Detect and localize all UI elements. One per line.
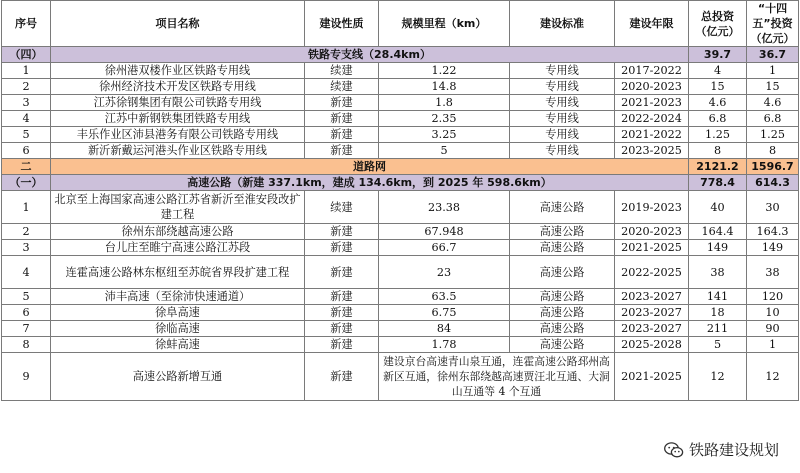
section-title: 高速公路（新建 337.1km，建成 134.6km，到 2025 年 598.6km） [51, 175, 689, 191]
cell-scale: 67.948 [379, 224, 510, 240]
cell-period: 2023-2027 [615, 289, 689, 305]
investment-table [1, 0, 799, 401]
cell-nature: 新建 [305, 337, 379, 353]
table-row [2, 305, 799, 321]
cell-nature: 续建 [305, 79, 379, 95]
cell-plan: 12 [747, 353, 799, 401]
section-plan: 36.7 [747, 47, 799, 63]
table-row [2, 337, 799, 353]
table-row [2, 63, 799, 79]
cell-name: 新沂新戴运河港头作业区铁路专用线 [51, 143, 305, 159]
cell-scale: 23.38 [379, 191, 510, 224]
cell-plan: 38 [747, 256, 799, 289]
cell-total: 164.4 [689, 224, 747, 240]
category-total: 2121.2 [689, 159, 747, 175]
cell-period: 2021-2022 [615, 127, 689, 143]
cell-period: 2022-2024 [615, 111, 689, 127]
section-row-rail [2, 47, 799, 63]
cell-no: 2 [2, 224, 51, 240]
cell-name: 徐州经济技术开发区铁路专用线 [51, 79, 305, 95]
cell-nature: 新建 [305, 353, 379, 401]
table-row [2, 95, 799, 111]
cell-name: 沛丰高速（至徐沛快速通道） [51, 289, 305, 305]
section-no: （一） [2, 175, 51, 191]
cell-name: 江苏徐钢集团有限公司铁路专用线 [51, 95, 305, 111]
cell-scale: 2.35 [379, 111, 510, 127]
cell-no: 8 [2, 337, 51, 353]
watermark-text: 铁路建设规划 [688, 441, 779, 459]
cell-standard: 专用线 [510, 63, 615, 79]
cell-name: 江苏中新钢铁集团铁路专用线 [51, 111, 305, 127]
cell-no: 3 [2, 240, 51, 256]
cell-nature: 续建 [305, 191, 379, 224]
section-total: 39.7 [689, 47, 747, 63]
table-row [2, 353, 799, 401]
cell-plan: 15 [747, 79, 799, 95]
cell-nature: 新建 [305, 224, 379, 240]
cell-plan: 10 [747, 305, 799, 321]
cell-name: 徐阜高速 [51, 305, 305, 321]
table-row [2, 224, 799, 240]
table-header-row [2, 1, 799, 47]
cell-name: 台儿庄至睢宁高速公路江苏段 [51, 240, 305, 256]
table-row [2, 111, 799, 127]
cell-standard: 高速公路 [510, 240, 615, 256]
cell-standard: 高速公路 [510, 256, 615, 289]
header-name: 项目名称 [51, 1, 305, 47]
cell-name: 徐州东部绕越高速公路 [51, 224, 305, 240]
cell-standard: 高速公路 [510, 289, 615, 305]
watermark [661, 438, 782, 461]
table-row [2, 79, 799, 95]
table-row [2, 289, 799, 305]
cell-no: 6 [2, 305, 51, 321]
cell-period: 2021-2025 [615, 240, 689, 256]
cell-scale: 1.8 [379, 95, 510, 111]
cell-plan: 8 [747, 143, 799, 159]
header-plan-invest: “十四五”投资（亿元） [747, 1, 799, 47]
header-no: 序号 [2, 1, 51, 47]
table-row [2, 191, 799, 224]
cell-scale: 23 [379, 256, 510, 289]
cell-scale: 1.78 [379, 337, 510, 353]
section-row-highway [2, 175, 799, 191]
cell-scale: 5 [379, 143, 510, 159]
cell-plan: 1 [747, 337, 799, 353]
cell-no: 4 [2, 256, 51, 289]
table-row [2, 256, 799, 289]
cell-no: 6 [2, 143, 51, 159]
table-row [2, 321, 799, 337]
cell-period: 2023-2027 [615, 305, 689, 321]
cell-name: 徐州港双楼作业区铁路专用线 [51, 63, 305, 79]
table-row [2, 240, 799, 256]
table-row [2, 127, 799, 143]
cell-nature: 新建 [305, 321, 379, 337]
section-total: 778.4 [689, 175, 747, 191]
cell-no: 7 [2, 321, 51, 337]
cell-plan: 120 [747, 289, 799, 305]
cell-standard: 专用线 [510, 111, 615, 127]
cell-plan: 4.6 [747, 95, 799, 111]
cell-nature: 新建 [305, 111, 379, 127]
cell-standard: 专用线 [510, 143, 615, 159]
cell-name: 高速公路新增互通 [51, 353, 305, 401]
cell-total: 38 [689, 256, 747, 289]
cell-plan: 1 [747, 63, 799, 79]
header-standard: 建设标准 [510, 1, 615, 47]
cell-standard: 高速公路 [510, 337, 615, 353]
cell-period: 2021-2023 [615, 95, 689, 111]
cell-standard: 高速公路 [510, 321, 615, 337]
category-no: 二 [2, 159, 51, 175]
cell-name: 连霍高速公路林东枢纽至苏皖省界段扩建工程 [51, 256, 305, 289]
cell-total: 141 [689, 289, 747, 305]
cell-total: 15 [689, 79, 747, 95]
cell-total: 149 [689, 240, 747, 256]
cell-total: 8 [689, 143, 747, 159]
cell-period: 2019-2023 [615, 191, 689, 224]
cell-period: 2025-2028 [615, 337, 689, 353]
cell-scale: 1.22 [379, 63, 510, 79]
cell-no: 1 [2, 63, 51, 79]
cell-standard: 专用线 [510, 79, 615, 95]
cell-name: 徐临高速 [51, 321, 305, 337]
category-plan: 1596.7 [747, 159, 799, 175]
cell-scale: 14.8 [379, 79, 510, 95]
cell-total: 1.25 [689, 127, 747, 143]
cell-no: 4 [2, 111, 51, 127]
cell-scale: 63.5 [379, 289, 510, 305]
cell-plan: 30 [747, 191, 799, 224]
section-no: （四） [2, 47, 51, 63]
section-plan: 614.3 [747, 175, 799, 191]
cell-nature: 新建 [305, 305, 379, 321]
cell-plan: 1.25 [747, 127, 799, 143]
cell-no: 9 [2, 353, 51, 401]
cell-total: 4 [689, 63, 747, 79]
table-row [2, 143, 799, 159]
cell-total: 40 [689, 191, 747, 224]
cell-standard: 高速公路 [510, 305, 615, 321]
cell-standard: 专用线 [510, 95, 615, 111]
cell-total: 5 [689, 337, 747, 353]
cell-total: 18 [689, 305, 747, 321]
cell-name: 徐蚌高速 [51, 337, 305, 353]
cell-name: 北京至上海国家高速公路江苏省新沂至淮安段改扩建工程 [51, 191, 305, 224]
header-total-invest: 总投资（亿元） [689, 1, 747, 47]
cell-plan: 90 [747, 321, 799, 337]
cell-nature: 新建 [305, 289, 379, 305]
cell-plan: 149 [747, 240, 799, 256]
cell-plan: 6.8 [747, 111, 799, 127]
cell-total: 211 [689, 321, 747, 337]
cell-nature: 新建 [305, 143, 379, 159]
cell-period: 2017-2022 [615, 63, 689, 79]
cell-total: 6.8 [689, 111, 747, 127]
cell-standard: 专用线 [510, 127, 615, 143]
cell-total: 4.6 [689, 95, 747, 111]
header-scale: 规模里程（km） [379, 1, 510, 47]
cell-standard: 高速公路 [510, 191, 615, 224]
cell-scale: 6.75 [379, 305, 510, 321]
category-title: 道路网 [51, 159, 689, 175]
header-period: 建设年限 [615, 1, 689, 47]
cell-total: 12 [689, 353, 747, 401]
cell-period: 2021-2025 [615, 353, 689, 401]
cell-no: 1 [2, 191, 51, 224]
header-nature: 建设性质 [305, 1, 379, 47]
cell-scale: 66.7 [379, 240, 510, 256]
cell-nature: 新建 [305, 256, 379, 289]
cell-period: 2023-2025 [615, 143, 689, 159]
cell-name: 丰乐作业区沛县港务有限公司铁路专用线 [51, 127, 305, 143]
wechat-icon [664, 442, 684, 458]
cell-no: 5 [2, 289, 51, 305]
cell-period: 2020-2023 [615, 79, 689, 95]
cell-period: 2020-2023 [615, 224, 689, 240]
cell-plan: 164.3 [747, 224, 799, 240]
cell-no: 5 [2, 127, 51, 143]
cell-no: 2 [2, 79, 51, 95]
cell-nature: 新建 [305, 95, 379, 111]
cell-standard: 高速公路 [510, 224, 615, 240]
cell-scale: 84 [379, 321, 510, 337]
cell-period: 2023-2027 [615, 321, 689, 337]
cell-nature: 新建 [305, 240, 379, 256]
cell-nature: 续建 [305, 63, 379, 79]
category-row-road [2, 159, 799, 175]
cell-scale-description: 建设京台高速青山泉互通，连霍高速公路邳州高新区互通，徐州东部绕越高速贾汪北互通、大洞山互通等 4 个互通 [379, 353, 615, 401]
cell-no: 3 [2, 95, 51, 111]
cell-scale: 3.25 [379, 127, 510, 143]
cell-period: 2022-2025 [615, 256, 689, 289]
cell-nature: 新建 [305, 127, 379, 143]
section-title: 铁路专支线（28.4km） [51, 47, 689, 63]
